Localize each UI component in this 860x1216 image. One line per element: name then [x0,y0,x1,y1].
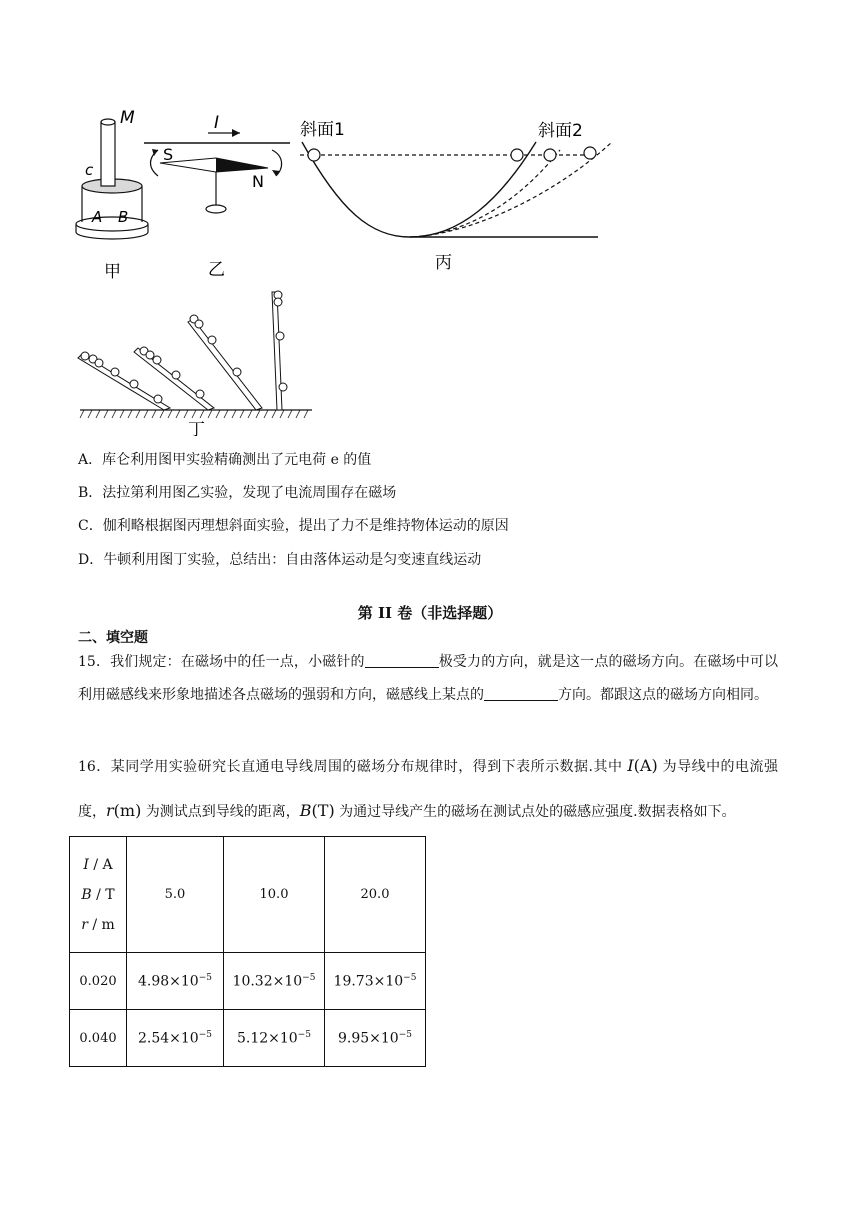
header-current: 10.0 [224,837,325,953]
question-16 [78,744,778,834]
data-table [69,836,426,1067]
header-i: I [83,856,89,873]
header-current: 5.0 [127,837,224,953]
header-i-unit: / A [88,856,113,873]
table-cell [224,953,325,1010]
figure-ding [0,286,860,436]
option-c-text: 伽利略根据图丙理想斜面实验，提出了力不是维持物体运动的原因 [102,518,509,534]
q16-symbol-r: r [106,801,114,820]
q16-text-4: 为通过导线产生的磁场在测试点处的磁感应强度.数据表格如下。 [334,804,736,820]
label-c: c [85,161,94,179]
option-b-letter: B． [78,485,103,501]
header-b-unit: / T [91,886,115,903]
figure-bing [300,120,612,273]
cell-exponent: −5 [403,972,417,983]
label-n: N [252,172,264,191]
cell-mantissa: 9.95×10 [338,1030,399,1047]
table-cell [127,953,224,1010]
figure-jia [76,108,148,282]
header-b: B [81,886,92,903]
table-cell [325,953,426,1010]
q15-text-2: 极受力的方向，就是这一点的磁场方向。在磁场中可以利用磁感线来形象地描述各点磁场的强弱和方向，磁感线上某点的 [78,654,779,703]
option-d-text: 牛顿利用图丁实验，总结出：自由落体运动是匀变速直线运动 [103,552,482,568]
q16-unit-a: (A) [633,756,658,775]
cell-exponent: −5 [302,972,316,983]
figure-yi [144,113,290,280]
option-a [78,450,371,470]
q16-unit-m: (m) [113,801,142,820]
table-header-corner [70,837,127,953]
option-b-text: 法拉第利用图乙实验，发现了电流周围存在磁场 [102,485,397,501]
q15-blank-1[interactable] [365,653,439,668]
label-i: I [214,113,220,133]
caption-yi: 乙 [208,260,225,280]
q15-number: 15． [78,654,111,670]
table-row [70,1010,426,1067]
q16-text-2: 为导线中的电流强度， [78,759,778,820]
cell-exponent: −5 [198,972,212,983]
cell-exponent: −5 [198,1029,212,1040]
cell-mantissa: 5.12×10 [237,1030,298,1047]
q16-number: 16． [78,759,111,775]
option-c [78,516,509,536]
cell-mantissa: 4.98×10 [138,973,199,990]
row-distance: 0.040 [70,1010,127,1067]
q16-symbol-i: I [627,756,634,775]
table-cell [224,1010,325,1067]
cell-exponent: −5 [398,1029,412,1040]
table-cell [325,1010,426,1067]
label-slope2: 斜面2 [538,121,583,141]
q16-text-1: 某同学用实验研究长直通电导线周围的磁场分布规律时，得到下表所示数据.其中 [110,759,628,775]
header-r: r [81,916,88,933]
option-d [78,550,481,570]
row-distance: 0.020 [70,953,127,1010]
header-current: 20.0 [325,837,426,953]
q15-blank-2[interactable] [484,686,558,701]
option-d-letter: D． [78,552,104,568]
header-r-unit: / m [87,916,115,933]
q16-unit-t: (T) [311,801,335,820]
table-row [70,953,426,1010]
section-title: 第 II 卷（非选择题） [357,604,503,622]
q16-text-3: 为测试点到导线的距离， [141,804,300,820]
table-header-row [70,837,426,953]
cell-mantissa: 2.54×10 [138,1030,199,1047]
caption-jia: 甲 [104,262,121,282]
cell-mantissa: 19.73×10 [333,973,404,990]
label-b: B [118,208,129,226]
cell-exponent: −5 [297,1029,311,1040]
label-slope1: 斜面1 [300,120,345,140]
label-a: A [92,208,103,226]
figures-top [0,0,860,290]
label-s: S [163,145,174,164]
option-b [78,483,396,503]
label-m: M [120,108,135,128]
option-a-text: 库仑利用图甲实验精确测出了元电荷 e 的值 [102,452,372,468]
caption-bing: 丙 [435,253,452,273]
q15-text-1: 我们规定：在磁场中的任一点，小磁针的 [110,654,365,670]
section-heading: 二、填空题 [78,630,148,646]
question-15 [78,646,778,712]
option-a-letter: A． [78,452,103,468]
q15-text-3: 方向。都跟这点的磁场方向相同。 [558,687,768,703]
q16-symbol-b: B [299,801,312,820]
caption-ding: 丁 [188,420,205,436]
option-c-letter: C． [78,518,103,534]
table-cell [127,1010,224,1067]
cell-mantissa: 10.32×10 [232,973,303,990]
